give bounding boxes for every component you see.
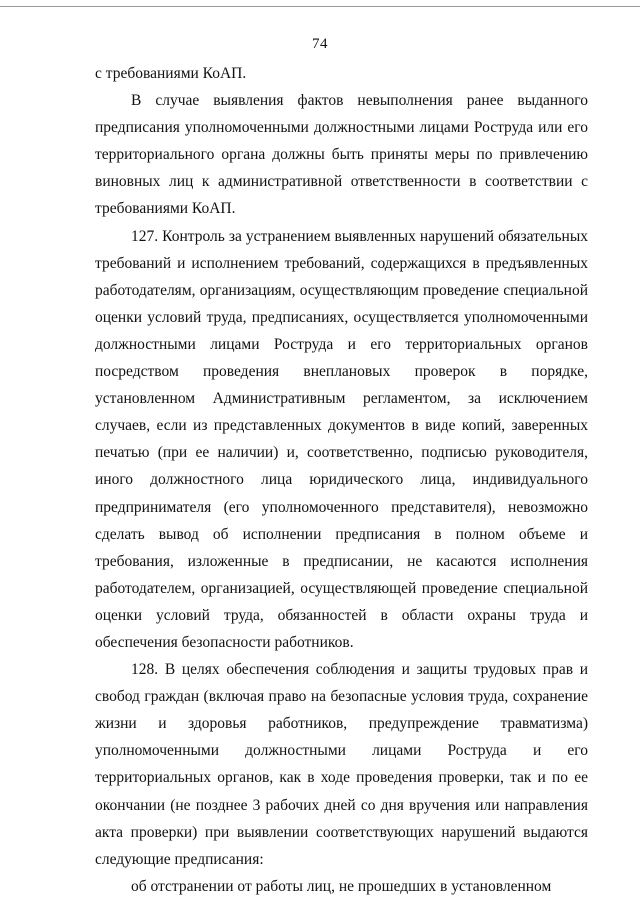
document-body	[95, 60, 588, 900]
paragraph-127: 127. Контроль за устранением выявленных нарушений обязательных требований и исполнением требований, содержащихся в предъявленных работодателям, организациям, осуществляющим проведение специальной оценки условий труда, предписаниях, осуществляется уполномоченными должностными лицами Роструда и его территориальных органов посредством проведения внеплановых проверок в порядке, установленном Административным регламентом, за исключением случаев, если из представленных документов в виде копий, заверенных печатью (при ее наличии) и, соответственно, подписью руководителя, иного должностного лица юридического лица, индивидуального предпринимателя (его уполномоченного представителя), невозможно сделать вывод об исполнении предписания в полном объеме и требования, изложенные в предписании, не касаются исполнения работодателем, организацией, осуществляющей проведение специальной оценки условий труда, обязанностей в области охраны труда и обеспечения безопасности работников.	[95, 227, 588, 651]
paragraph-noncompliance: В случае выявления фактов невыполнения ранее выданного предписания уполномоченными должностными лицами Роструда или его территориального органа должны быть приняты меры по привлечению виновных лиц к административной ответственности в соответствии с требованиями КоАП.	[95, 92, 588, 218]
paragraph-suspension: об отстранении от работы лиц, не прошедших в установленном	[131, 877, 552, 895]
page-number: 74	[312, 36, 328, 52]
paragraph-koap-continuation: с требованиями КоАП.	[95, 65, 247, 82]
scan-top-edge	[0, 6, 640, 7]
paragraph-128: 128. В целях обеспечения соблюдения и защиты трудовых прав и свобод граждан (включая право на безопасные условия труда, сохранение жизни и здоровья работников, предупреждение травматизма) уполномоченными должностными лицами Роструда и его территориальных органов, как в ходе проведения проверки, так и по ее окончании (не позднее 3 рабочих дней со дня вручения или направления акта проверки) при выявлении соответствующих нарушений выдаются следующие предписания:	[95, 661, 588, 868]
